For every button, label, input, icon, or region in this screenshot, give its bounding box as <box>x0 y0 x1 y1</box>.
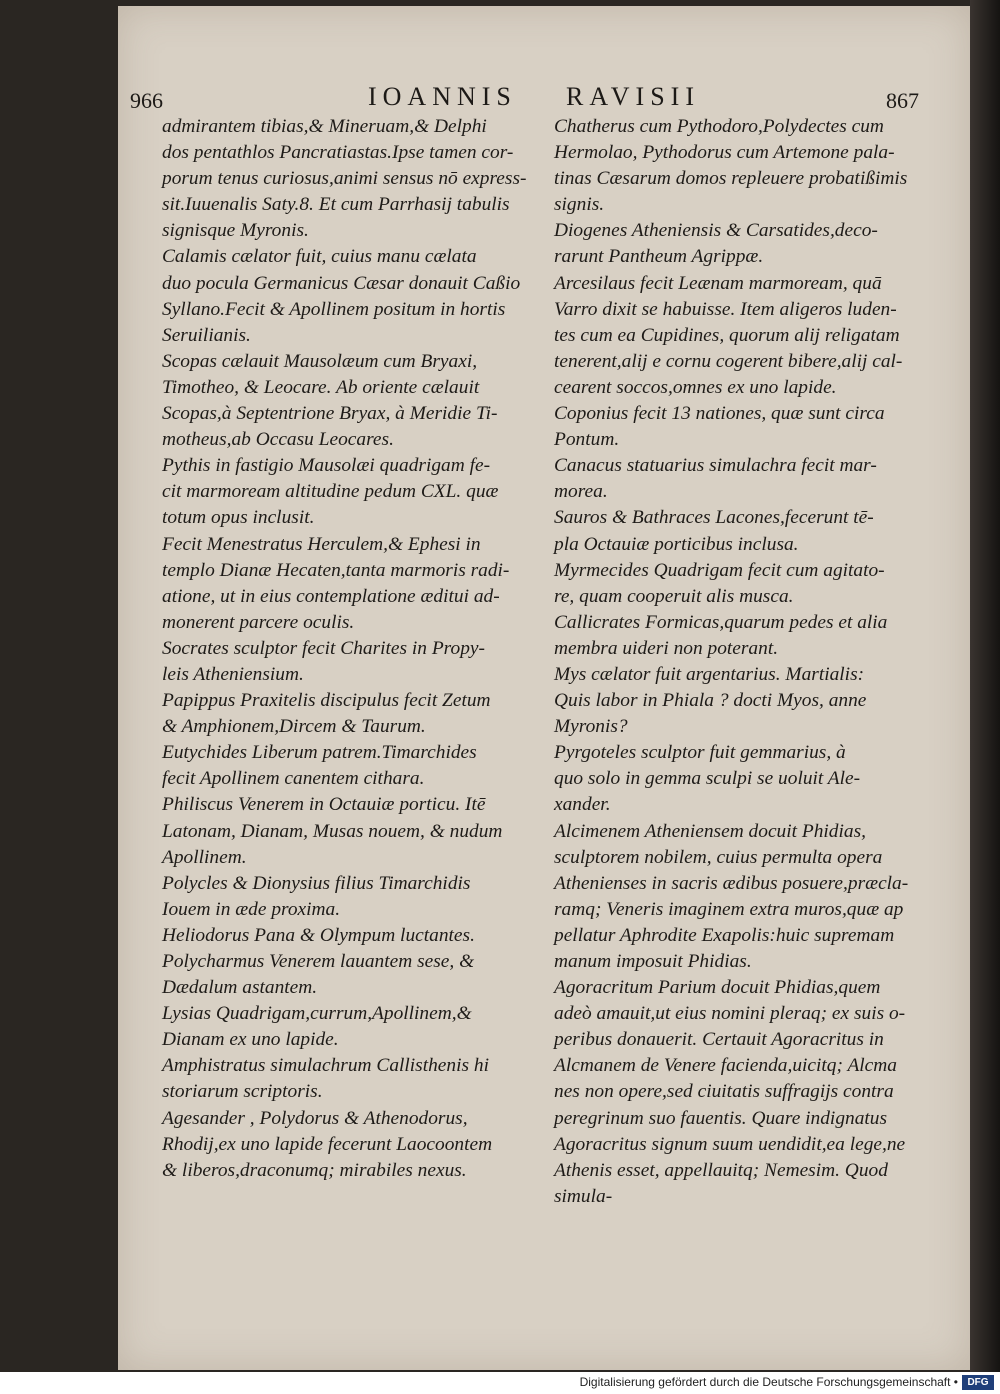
header-title-right: RAVISII <box>566 82 700 111</box>
text-line: Latonam, Dianam, Musas nouem, & nudum <box>162 820 503 842</box>
text-line: Alcimenem Atheniensem docuit Phidias, <box>554 820 866 842</box>
text-line: nes non opere,sed ciuitatis suffragijs contra <box>554 1081 894 1103</box>
text-line: Pyrgoteles sculptor fuit gemmarius, à <box>554 742 846 764</box>
text-line: Socrates sculptor fecit Charites in Propy- <box>162 637 485 659</box>
text-line: manum imposuit Phidias. <box>554 951 752 972</box>
text-line: cearent soccos,omnes ex uno lapide. <box>554 376 837 398</box>
text-line: Amphistratus simulachrum Callisthenis hi <box>162 1055 489 1077</box>
text-line: membra uideri non poterant. <box>554 637 779 659</box>
text-line: Athenienses in sacris ædibus posuere,præcla- <box>554 872 909 894</box>
text-line: Agoracritus signum suum uendidit,ea lege,ne <box>554 1133 906 1155</box>
text-line: Apollinem. <box>162 846 247 868</box>
text-line: Myronis? <box>554 716 628 738</box>
text-line: monerent parcere oculis. <box>162 611 355 633</box>
dfg-logo: DFG <box>962 1375 994 1390</box>
text-line: peregrinum suo fauentis. Quare indignatus <box>554 1107 888 1129</box>
text-line: re, quam cooperuit alis musca. <box>554 585 794 607</box>
footer-bar <box>0 1372 1000 1394</box>
text-line: tes cum ea Cupidines, quorum alij religatam <box>554 324 900 346</box>
text-line: Varro dixit se habuisse. Item aligeros luden- <box>554 298 897 320</box>
text-line: Iouem in æde proxima. <box>162 898 341 920</box>
text-line: Heliodorus Pana & Olympum luctantes. <box>162 924 475 946</box>
text-line: Agoracritum Parium docuit Phidias,quem <box>554 977 881 999</box>
text-line: Alcmanem de Venere facienda,uicitq; Alcma <box>554 1055 897 1077</box>
text-line: Lysias Quadrigam,currum,Apollinem,& <box>162 1003 472 1025</box>
text-line: Sauros & Bathraces Lacones,fecerunt tē- <box>554 507 874 529</box>
text-line: ramq; Veneris imaginem extra muros,quæ ap <box>554 898 904 920</box>
text-line: & liberos,draconumq; mirabiles nexus. <box>162 1159 467 1181</box>
text-line: totum opus inclusit. <box>162 507 315 529</box>
text-line: & Amphionem,Dircem & Taurum. <box>162 716 426 738</box>
text-line: Quis labor in Phiala ? docti Myos, anne <box>554 690 867 712</box>
text-line: sculptorem nobilem, cuius permulta opera <box>554 846 883 868</box>
left-text-column <box>162 114 542 1184</box>
text-line: cit marmoream altitudine pedum CXL. quæ <box>162 481 499 503</box>
text-line: signis. <box>554 194 605 216</box>
text-line: rarunt Pantheum Agrippæ. <box>554 246 764 268</box>
text-line: Pythis in fastigio Mausolæi quadrigam fe- <box>162 455 491 477</box>
text-line: Chatherus cum Pythodoro,Polydectes cum <box>554 116 884 137</box>
text-line: Eutychides Liberum patrem.Timarchides <box>162 742 477 764</box>
text-line: Agesander , Polydorus & Athenodorus, <box>162 1107 468 1129</box>
text-line: storiarum scriptoris. <box>162 1081 323 1103</box>
text-line: duo pocula Germanicus Cæsar donauit Caßio <box>162 272 521 294</box>
text-line: Syllano.Fecit & Apollinem positum in hortis <box>162 298 506 320</box>
text-line: Fecit Menestratus Herculem,& Ephesi in <box>162 533 481 555</box>
text-line: signisque Myronis. <box>162 220 309 242</box>
page-number-left: 966 <box>130 88 163 113</box>
text-line: templo Dianæ Hecaten,tanta marmoris radi- <box>162 559 510 581</box>
text-line: adeò amauit,ut eius nomini pleraq; ex suis o- <box>554 1003 906 1025</box>
text-line: sit.Iuuenalis Saty.8. Et cum Parrhasij tabulis <box>162 194 510 216</box>
text-line: Callicrates Formicas,quarum pedes et alia <box>554 611 888 633</box>
text-line: Hermolao, Pythodorus cum Artemone pala- <box>554 142 895 164</box>
text-line: Athenis esset, appellauitq; Nemesim. Quod <box>554 1159 888 1181</box>
text-line: Polycles & Dionysius filius Timarchidis <box>162 872 471 894</box>
text-line: tinas Cæsarum domos repleuere probatißimis <box>554 168 908 190</box>
header-title-left: IOANNIS <box>368 82 517 111</box>
right-text-column <box>554 114 942 1210</box>
text-line: Dædalum astantem. <box>162 977 318 999</box>
text-line: pla Octauiæ porticibus inclusa. <box>554 533 799 555</box>
text-line: Calamis cælator fuit, cuius manu cælata <box>162 246 477 268</box>
text-line: Mys cælator fuit argentarius. Martialis: <box>554 663 865 685</box>
page-number-right: 867 <box>886 88 919 113</box>
funding-notice: Digitalisierung gefördert durch die Deutsche Forschungsgemeinschaft • <box>579 1375 958 1389</box>
text-line: Papippus Praxitelis discipulus fecit Zetum <box>162 690 491 712</box>
text-line: simula- <box>554 1185 613 1207</box>
text-line: quo solo in gemma sculpi se uoluit Ale- <box>554 768 861 790</box>
text-line: motheus,ab Occasu Leocares. <box>162 429 394 451</box>
text-line: Coponius fecit 13 nationes, quæ sunt circa <box>554 403 885 425</box>
text-line: Myrmecides Quadrigam fecit cum agitato- <box>554 559 885 581</box>
text-line: Canacus statuarius simulachra fecit mar- <box>554 455 877 477</box>
running-header <box>118 82 970 114</box>
text-line: admirantem tibias,& Mineruam,& Delphi <box>162 116 487 137</box>
text-line: fecit Apollinem canentem cithara. <box>162 768 425 790</box>
text-line: xander. <box>554 794 611 816</box>
text-line: porum tenus curiosus,animi sensus nō express- <box>162 168 527 190</box>
text-line: Timotheo, & Leocare. Ab oriente cælauit <box>162 376 480 398</box>
text-line: Arcesilaus fecit Leænam marmoream, quā <box>554 272 882 294</box>
text-line: Pontum. <box>554 429 620 451</box>
text-line: Philiscus Venerem in Octauiæ porticu. Itē <box>162 794 486 816</box>
text-line: Diogenes Atheniensis & Carsatides,deco- <box>554 220 878 242</box>
text-line: Dianam ex uno lapide. <box>162 1029 339 1051</box>
text-line: Rhodij,ex uno lapide fecerunt Laocoontem <box>162 1133 493 1155</box>
text-line: tenerent,alij e cornu cogerent bibere,alij cal- <box>554 350 903 372</box>
text-line: morea. <box>554 481 608 503</box>
text-line: Seruilianis. <box>162 324 251 346</box>
text-line: peribus donauerit. Certauit Agoracritus in <box>554 1029 884 1051</box>
text-line: leis Atheniensium. <box>162 663 304 685</box>
book-edge <box>970 0 1000 1372</box>
text-line: Polycharmus Venerem lauantem sese, & <box>162 951 475 972</box>
text-line: dos pentathlos Pancratiastas.Ipse tamen cor- <box>162 142 514 164</box>
text-line: atione, ut in eius contemplatione æditui ad- <box>162 585 500 607</box>
text-line: pellatur Aphrodite Exapolis:huic supremam <box>554 924 895 946</box>
text-line: Scopas cælauit Mausolæum cum Bryaxi, <box>162 350 478 372</box>
text-line: Scopas,à Septentrione Bryax, à Meridie Ti- <box>162 403 498 425</box>
